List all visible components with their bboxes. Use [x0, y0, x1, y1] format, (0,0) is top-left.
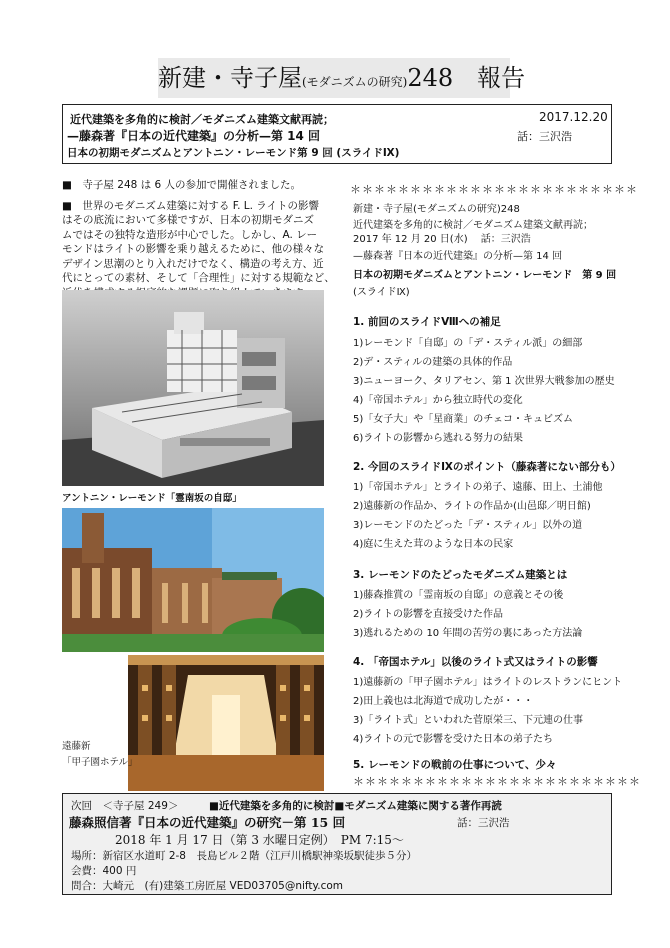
- footer-venue: 場所：新宿区水道町 2-8 長島ビル２階（江戸川橋駅神楽坂駅徒歩５分）: [71, 850, 417, 862]
- next-session-box: [62, 793, 612, 895]
- section-2-item: 1)「帝国ホテル」とライトの弟子、遠藤、田上、土浦他: [353, 482, 603, 493]
- section-3-item: 1)藤森推賞の「霊南坂の自邸」の意義とその後: [353, 590, 564, 601]
- section-3-item: 3)逃れるための 10 年間の苦労の裏にあった方法論: [353, 628, 583, 639]
- right-line-5: 日本の初期モダニズムとアントニン・レーモンド 第 9 回: [353, 270, 617, 281]
- section-4-heading: 4. 「帝国ホテル」以後のライト式又はライトの影響: [353, 656, 598, 668]
- section-1-item: 3)ニューヨーク、タリアセン、第 1 次世界大戦参加の歴史: [353, 376, 615, 387]
- section-4-item: 2)田上義也は北海道で成功したが・・・: [353, 696, 534, 707]
- intro-line: デザイン思潮のとり入れだけでなく、構造の考え方、近: [62, 257, 324, 270]
- section-3-heading: 3. レーモンドのたどったモダニズム建築とは: [353, 569, 568, 581]
- intro-text: [62, 178, 334, 300]
- footer-title: 藤森照信著『日本の近代建築』の研究－第 15 回: [69, 815, 346, 830]
- intro-line: はその底流において多様ですが、日本の初期モダニズ: [62, 214, 314, 226]
- section-1-item: 1)レーモンド「自邸」の「デ・スティル派」の細部: [353, 338, 583, 349]
- caption-architect: 遠藤新: [62, 741, 91, 752]
- model-photo: [62, 290, 324, 486]
- hotel-interior-photo: [128, 655, 324, 791]
- caption-hotel: 「甲子園ホテル」: [62, 757, 138, 768]
- intro-line: モンドはライトの影響を乗り越えるために、他の様々な: [62, 243, 325, 255]
- right-line-4: —藤森著『日本の近代建築』の分析—第 14 回: [353, 251, 563, 262]
- intro-line: ムではその独特な造形が中心でした。しかし、A. レー: [62, 228, 318, 241]
- footer-contact: 問合：大崎元 (有)建築工房匠屋 VED03705@nifty.com: [71, 880, 344, 892]
- title-main: 新建・寺子屋: [158, 64, 302, 92]
- header-box: [62, 104, 612, 164]
- right-line-1: 新建・寺子屋(モダニズムの研究)248: [353, 204, 520, 215]
- footer-next-label: 次回 ＜寺子屋 249＞: [71, 800, 179, 812]
- header-line-3: 日本の初期モダニズムとアントニン・レーモンド第 9 回 (スライドⅨ): [67, 147, 400, 159]
- footer-speaker: 話：三沢浩: [457, 817, 510, 829]
- title-tail: 248 報告: [407, 64, 526, 92]
- section-1-item: 4)「帝国ホテル」から独立時代の変化: [353, 395, 523, 406]
- page-title: [158, 58, 526, 98]
- intro-line: 代にとっての素材、そして「合理性」に対する規範など、: [62, 272, 335, 284]
- section-2-item: 4)庭に生えた茸のような日本の民家: [353, 539, 514, 550]
- footer-datetime: 2018 年 1 月 17 日（第 3 水曜日定例） PM 7:15～: [115, 833, 404, 847]
- right-line-6: (スライドⅨ): [353, 287, 410, 298]
- section-2-item: 3)レーモンドのたどった「デ・スティル」以外の道: [353, 520, 583, 531]
- stars-divider-bottom: ＊＊＊＊＊＊＊＊＊＊＊＊＊＊＊＊＊＊＊＊＊＊＊＊: [353, 775, 641, 788]
- section-4-item: 3)「ライト式」といわれた菅原栄三、下元連の仕事: [353, 715, 583, 726]
- section-3-item: 2)ライトの影響を直接受けた作品: [353, 609, 503, 620]
- stars-divider: ＊＊＊＊＊＊＊＊＊＊＊＊＊＊＊＊＊＊＊＊＊＊＊＊: [350, 183, 638, 196]
- hotel-exterior-photo: [62, 508, 324, 652]
- section-1-item: 2)デ・スティルの建築の具体的作品: [353, 357, 513, 368]
- header-speaker: 話：三沢浩: [517, 130, 572, 143]
- title-paren: (モダニズムの研究): [302, 75, 408, 89]
- right-line-3: 2017 年 12 月 20 日(水) 話：三沢浩: [353, 234, 531, 245]
- section-2-item: 2)遠藤新の作品か、ライトの作品か(山邑邸／明日館): [353, 501, 591, 512]
- intro-line: ■ 世界のモダニズム建築に対する F. L. ライトの影響: [62, 199, 319, 212]
- section-4-item: 4)ライトの元で影響を受けた日本の弟子たち: [353, 734, 553, 745]
- intro-line: ■ 寺子屋 248 は 6 人の参加で開催されました。: [62, 179, 301, 191]
- header-line-1: 近代建築を多角的に検討／モダニズム建築文献再読；: [70, 113, 334, 126]
- header-date: 2017.12.20: [539, 110, 608, 124]
- section-1-item: 5)「女子大」や「星商業」のチェコ・キュビズム: [353, 414, 573, 425]
- section-4-item: 1)遠藤新の「甲子園ホテル」はライトのレストランにヒント: [353, 677, 623, 688]
- right-line-2: 近代建築を多角的に検討／モダニズム建築文献再読；: [353, 220, 593, 231]
- section-1-heading: 1. 前回のスライドⅧへの補足: [353, 316, 501, 328]
- section-5-heading: 5. レーモンドの戦前の仕事について、少々: [353, 759, 557, 771]
- footer-fee: 会費：400 円: [71, 865, 137, 877]
- caption-model: アントニン・レーモンド「霊南坂の自邸」: [62, 493, 242, 504]
- footer-topic: ■近代建築を多角的に検討■モダニズム建築に関する著作再読: [209, 800, 502, 812]
- header-line-2: —藤森著『日本の近代建築』の分析—第 14 回: [67, 129, 321, 143]
- section-1-item: 6)ライトの影響から逃れる努力の結果: [353, 433, 523, 444]
- section-2-heading: 2. 今回のスライドⅨのポイント（藤森著にない部分も）: [353, 461, 621, 473]
